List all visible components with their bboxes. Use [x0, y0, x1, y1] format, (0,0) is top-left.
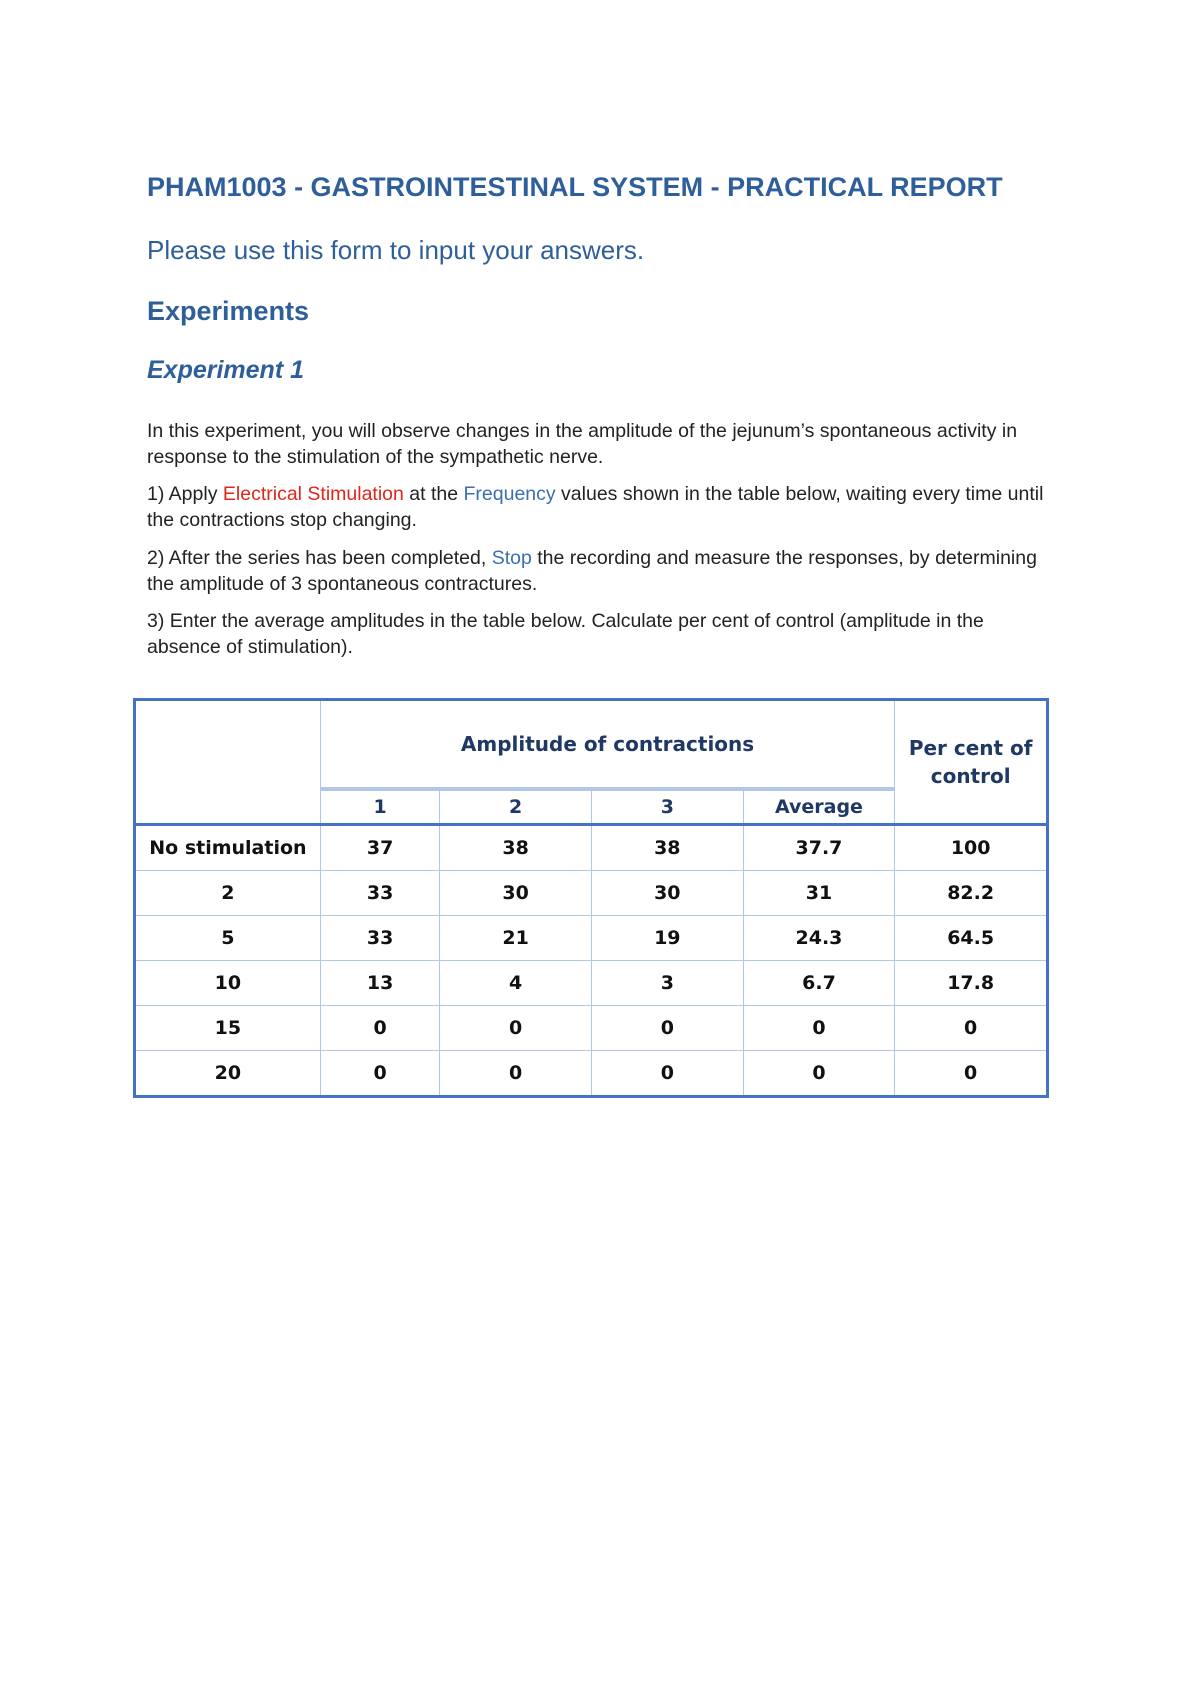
cell-average: 31 [743, 871, 895, 916]
cell-value: 37 [320, 825, 440, 871]
step-1-suffix: values shown in the table below, waiting every time until the contractions stop changing. [147, 483, 1044, 531]
cell-average: 0 [743, 1006, 895, 1051]
cell-value: 0 [320, 1006, 440, 1051]
cell-percent: 0 [895, 1051, 1048, 1097]
cell-percent: 0 [895, 1006, 1048, 1051]
table-row [135, 1006, 1048, 1051]
step-1-prefix: 1) Apply [147, 483, 223, 505]
cell-average: 6.7 [743, 961, 895, 1006]
document-subtitle: Please use this form to input your answers. [147, 235, 645, 265]
row-label: 15 [135, 1006, 321, 1051]
cell-value: 33 [320, 916, 440, 961]
cell-value: 30 [591, 871, 743, 916]
cell-average: 24.3 [743, 916, 895, 961]
step-2-prefix: 2) After the series has been completed, [147, 547, 492, 569]
percent-control-header-line2: control [930, 764, 1011, 788]
cell-value: 38 [591, 825, 743, 871]
section-heading: Experiments [147, 296, 310, 326]
subheader-2: 2 [440, 789, 592, 825]
cell-average: 0 [743, 1051, 895, 1097]
row-label: 5 [135, 916, 321, 961]
cell-percent: 82.2 [895, 871, 1048, 916]
cell-value: 30 [440, 871, 592, 916]
experiment-heading: Experiment 1 [147, 356, 305, 384]
cell-value: 0 [440, 1006, 592, 1051]
cell-value: 0 [591, 1006, 743, 1051]
cell-percent: 17.8 [895, 961, 1048, 1006]
cell-value: 13 [320, 961, 440, 1006]
cell-value: 0 [440, 1051, 592, 1097]
amplitude-table [133, 698, 1049, 1098]
cell-average: 37.7 [743, 825, 895, 871]
cell-percent: 64.5 [895, 916, 1048, 961]
row-label: 20 [135, 1051, 321, 1097]
cell-value: 0 [320, 1051, 440, 1097]
row-label: 10 [135, 961, 321, 1006]
table-row [135, 961, 1048, 1006]
subheader-3: 3 [591, 789, 743, 825]
electrical-stimulation-highlight: Electrical Stimulation [222, 483, 404, 505]
row-label: 2 [135, 871, 321, 916]
row-label: No stimulation [135, 825, 321, 871]
table-row [135, 916, 1048, 961]
cell-value: 19 [591, 916, 743, 961]
cell-value: 33 [320, 871, 440, 916]
cell-value: 3 [591, 961, 743, 1006]
intro-paragraph: In this experiment, you will observe changes in the amplitude of the jejunum’s spontaneous activity in response to the stimulation of the sympathetic nerve. [147, 420, 1018, 468]
step-2-suffix: the recording and measure the responses, by determining the amplitude of 3 spontaneous contractures. [147, 547, 1037, 595]
cell-value: 4 [440, 961, 592, 1006]
step-1-middle: at the [403, 483, 464, 505]
table-row [135, 825, 1048, 871]
stop-highlight: Stop [491, 547, 532, 569]
step-1-paragraph [147, 481, 1052, 533]
subheader-1: 1 [320, 789, 440, 825]
amplitude-header: Amplitude of contractions [320, 700, 894, 790]
corner-header-cell [135, 700, 321, 825]
percent-control-header-line1: Per cent of [908, 736, 1033, 760]
cell-percent: 100 [895, 825, 1048, 871]
step-2-paragraph [147, 545, 1052, 597]
step-3-paragraph: 3) Enter the average amplitudes in the table below. Calculate per cent of control (amplitude in the absence of stimulation). [147, 610, 984, 658]
subheader-average: Average [743, 789, 895, 825]
table-row [135, 871, 1048, 916]
frequency-highlight: Frequency [463, 483, 556, 505]
table-row [135, 1051, 1048, 1097]
cell-value: 38 [440, 825, 592, 871]
percent-control-header [895, 700, 1048, 825]
cell-value: 21 [440, 916, 592, 961]
document-title: PHAM1003 - GASTROINTESTINAL SYSTEM - PRACTICAL REPORT [147, 172, 1003, 202]
cell-value: 0 [591, 1051, 743, 1097]
